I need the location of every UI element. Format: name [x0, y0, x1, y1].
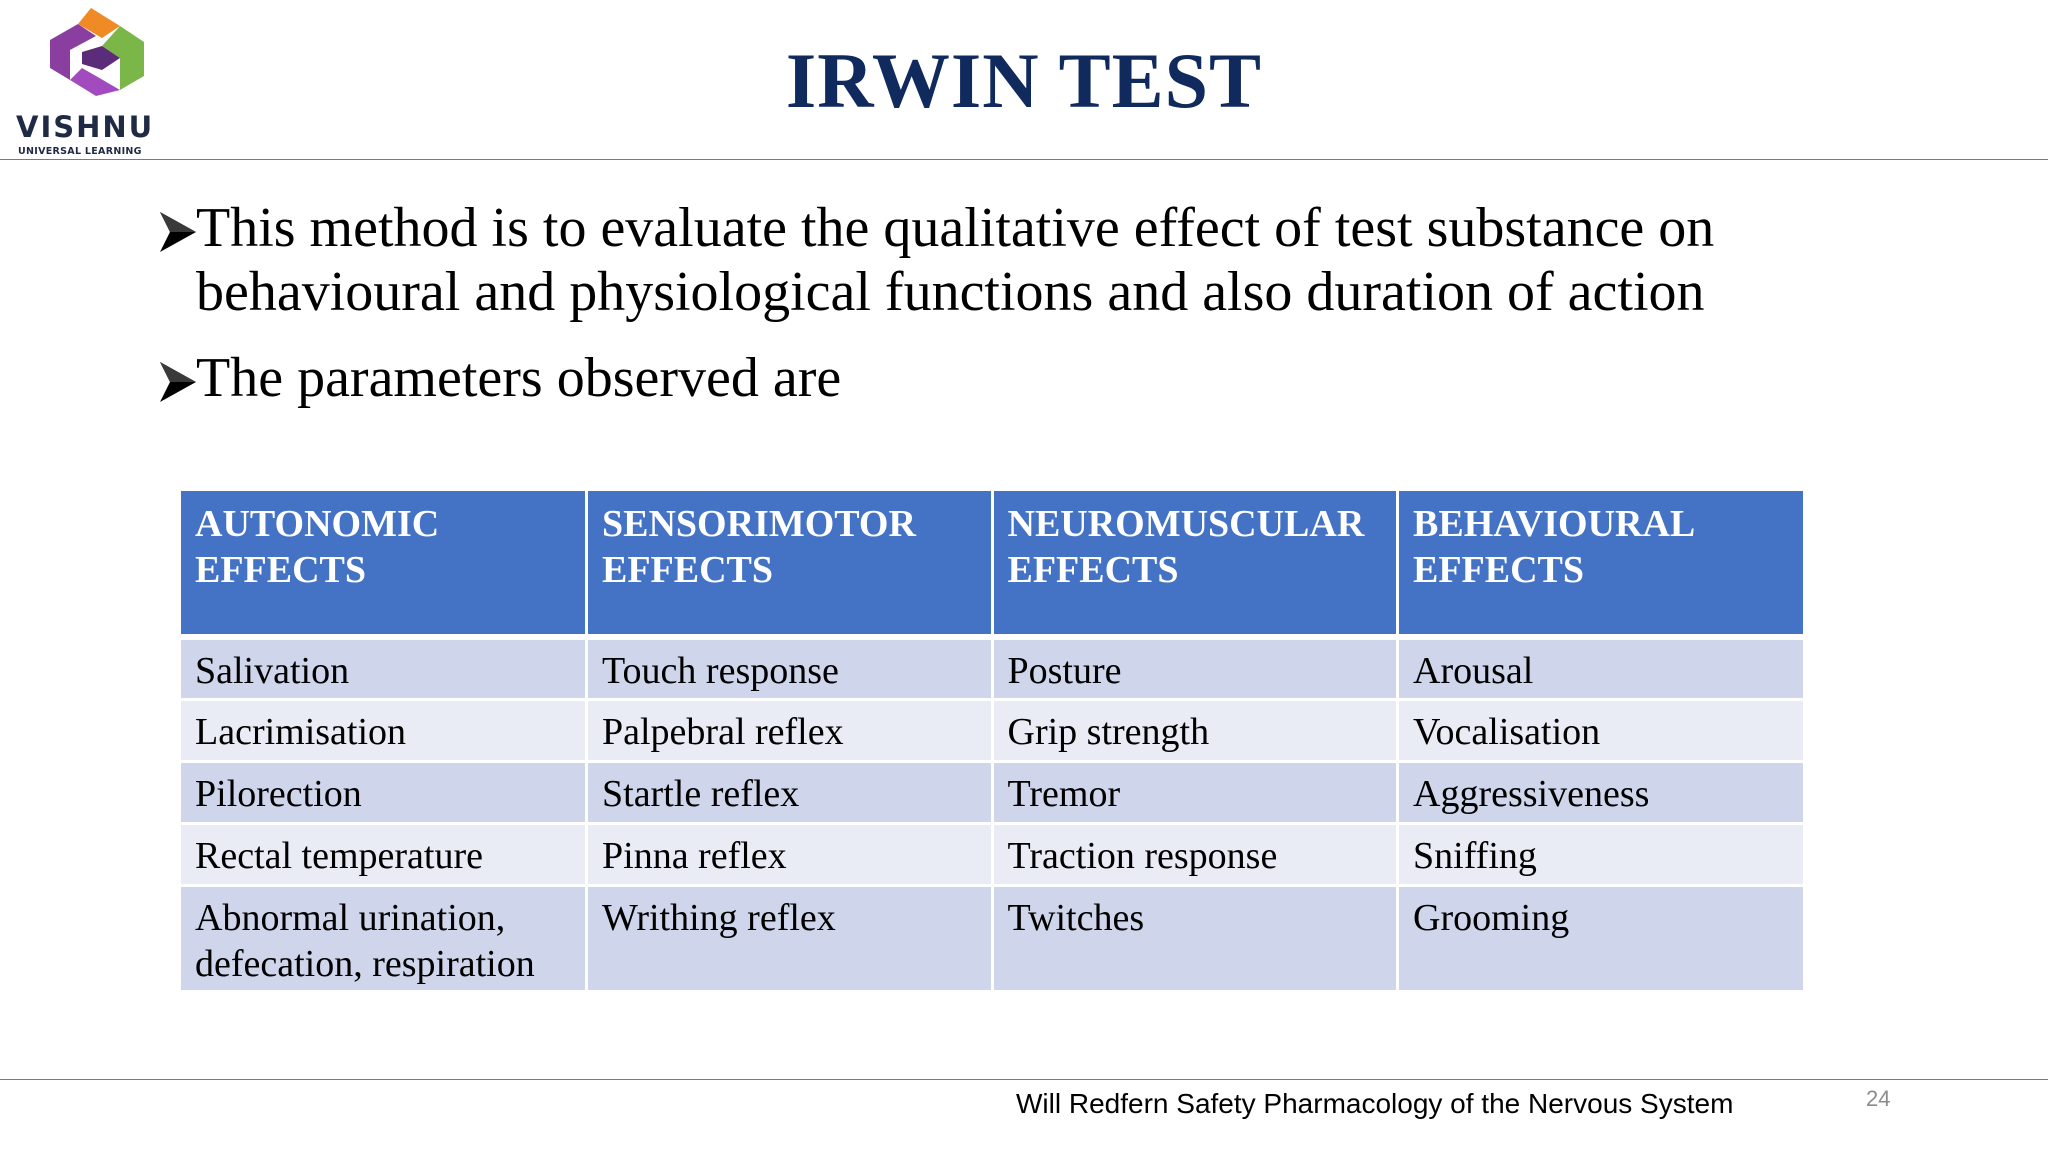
table-cell: Traction response	[992, 823, 1398, 885]
header-neuromuscular: NEUROMUSCULAR EFFECTS	[992, 491, 1398, 637]
arrow-bullet-icon	[158, 210, 198, 254]
bullet-list	[158, 196, 1898, 432]
table-cell: Vocalisation	[1398, 699, 1804, 761]
table-cell: Lacrimisation	[181, 699, 587, 761]
bullet-text: This method is to evaluate the qualitative effect of test substance on behavioural and physiological functions and also duration of action	[196, 197, 1715, 323]
table-cell: Rectal temperature	[181, 823, 587, 885]
footer-citation: Will Redfern Safety Pharmacology of the Nervous System	[1016, 1088, 1734, 1119]
footer-divider	[0, 1079, 2048, 1080]
table-cell: Grooming	[1398, 885, 1804, 991]
table-cell: Posture	[992, 637, 1398, 699]
table-row	[181, 823, 1803, 885]
table-row	[181, 637, 1803, 699]
table-row	[181, 885, 1803, 991]
table-cell: Startle reflex	[587, 761, 993, 823]
parameters-table	[181, 491, 1803, 993]
table-cell: Salivation	[181, 637, 587, 699]
bullet-text: The parameters observed are	[196, 347, 842, 409]
table-cell: Aggressiveness	[1398, 761, 1804, 823]
page-number: 24	[1866, 1086, 1891, 1111]
header-behavioural: BEHAVIOURAL EFFECTS	[1398, 491, 1804, 637]
table-cell: Tremor	[992, 761, 1398, 823]
table-cell: Pinna reflex	[587, 823, 993, 885]
header-sensorimotor: SENSORIMOTOR EFFECTS	[587, 491, 993, 637]
table-cell: Writhing reflex	[587, 885, 993, 991]
table-row	[181, 761, 1803, 823]
table-cell: Touch response	[587, 637, 993, 699]
header-divider	[0, 159, 2048, 160]
header-autonomic: AUTONOMIC EFFECTS	[181, 491, 587, 637]
bullet-item	[158, 346, 1898, 410]
slide-title: IRWIN TEST	[785, 37, 1263, 124]
table-header-row	[181, 491, 1803, 637]
logo-tagline: UNIVERSAL LEARNING	[18, 146, 142, 157]
table-cell: Palpebral reflex	[587, 699, 993, 761]
table-cell: Abnormal urination, defecation, respiration	[181, 885, 587, 991]
logo-name: VISHNU	[16, 110, 155, 144]
table-row	[181, 699, 1803, 761]
table-cell: Pilorection	[181, 761, 587, 823]
table-cell: Grip strength	[992, 699, 1398, 761]
table-cell: Arousal	[1398, 637, 1804, 699]
arrow-bullet-icon	[158, 360, 198, 404]
table-cell: Sniffing	[1398, 823, 1804, 885]
bullet-item	[158, 196, 1898, 324]
table-cell: Twitches	[992, 885, 1398, 991]
